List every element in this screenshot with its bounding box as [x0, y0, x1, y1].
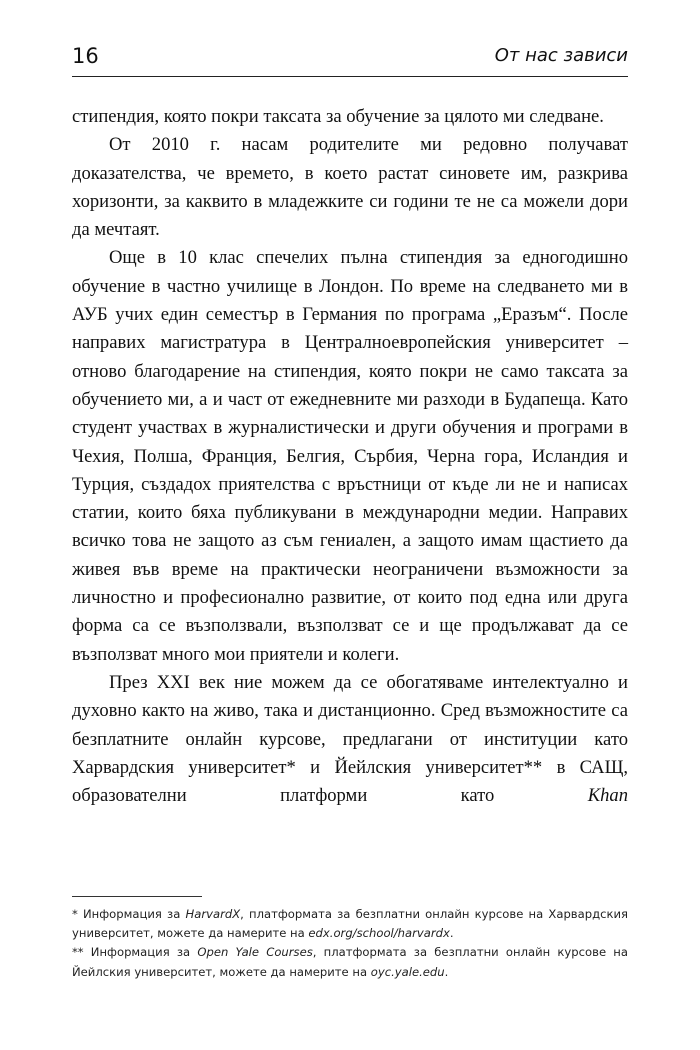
footnote-1-mid: , платформата за безплатни онлайн курсове на Харвардския университет, можете да намерите на	[72, 907, 628, 941]
footnote-rule	[72, 896, 202, 897]
running-title: От нас зависи	[494, 45, 628, 66]
footnote-1-link: edx.org/school/harvardx	[308, 926, 450, 941]
body-text	[72, 103, 628, 810]
footnote-1-pre: * Информация за	[72, 907, 186, 921]
paragraph-4-italic: Khan	[587, 785, 628, 807]
paragraph-4	[72, 669, 628, 810]
paragraph-4-text: През XXI век ние можем да се обогатяваме интелектуално и духовно както на живо, така и дистанционно. Сред възможностите са безплатните онлайн курсове, предлагани от институции като Харвардския университет* и Йейлския университет** в САЩ, образователни платформи като	[72, 671, 628, 807]
footnote-2-link: oyc.yale.edu	[370, 964, 445, 979]
footnote-2-pre: ** Информация за	[72, 945, 198, 960]
page-number: 16	[72, 44, 99, 68]
footnote-1	[72, 905, 628, 943]
paragraph-1: стипендия, която покри таксата за обучение за цялото ми следване.	[72, 106, 604, 127]
footnotes	[72, 905, 628, 982]
header-rule	[72, 76, 628, 77]
footnote-2-end: .	[444, 964, 449, 979]
paragraph-3: Още в 10 клас спечелих пълна стипендия за едногодишно обучение в частно училище в Лондон. По време на следването ми в АУБ учих един семестър в Германия по програма „Еразъм“. После направих магистратура в Централноевропейския университет – отново благодарение на стипендия, която покри не само таксата за обучението ми, а и част от ежедневните ми разходи в Будапеща. Като студент участвах в журналистически и други обучения и програми в Чехия, Полша, Франция, Белгия, Сърбия, Черна гора, Исландия и Турция, създадох приятелства с връстници от къде ли не и написах статии, които бяха публикувани в международни медии. Направих всичко това не защото аз съм гениален, а защото имам щастието да живея във време на практически неограничени възможности за личностно и професионално развитие, от които под една или друга форма са се възползвали, възползват се и ще продължават да се възползват много мои приятели и колеги.	[72, 247, 628, 665]
page-header	[72, 42, 628, 78]
footnote-2	[72, 943, 628, 981]
footnote-2-mid: , платформата за безплатни онлайн курсове на Йейлския университет, можете да намерите на	[72, 945, 628, 979]
paragraph-2: От 2010 г. насам родителите ми редовно получават доказателства, че времето, в което растат синовете им, разкрива хоризонти, за каквито в младежките си години те не са можели дори да мечтаят.	[72, 134, 628, 241]
footnote-1-end: .	[449, 926, 454, 941]
footnote-2-open-yale: Open Yale Courses	[197, 945, 313, 960]
footnote-1-harvardx: HarvardX	[185, 907, 241, 921]
